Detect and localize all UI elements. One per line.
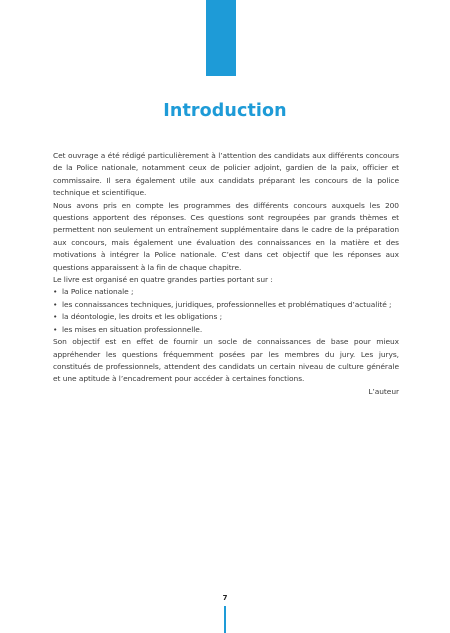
body-text — [53, 150, 399, 398]
bottom-accent-line — [224, 606, 226, 633]
page-title: Introduction — [163, 101, 287, 121]
paragraph-2: Nous avons pris en compte les programmes des différents concours auxquels les 200 questions apportent des réponses. Ces questions sont regroupées par grands thèmes et permettent non seulement un entraînement supplémentaire dans le cadre de la préparation aux concours, mais également une évaluation des connaissances en la matière et des motivations à intégrer la Police nationale. C’est dans cet objectif que les réponses aux questions apparaissent à la fin de chaque chapitre. — [53, 200, 399, 272]
page-number: 7 — [222, 594, 228, 602]
topics-list — [53, 286, 399, 336]
list-item: • les connaissances techniques, juridiques, professionnelles et problématiques d’actualité ; — [53, 299, 399, 311]
author-signature: L’auteur — [368, 386, 399, 396]
top-accent-bar — [206, 0, 236, 76]
list-item: • la Police nationale ; — [53, 286, 399, 298]
paragraph-3: Le livre est organisé en quatre grandes parties portant sur : — [53, 275, 273, 285]
list-item: • la déontologie, les droits et les obligations ; — [53, 311, 399, 323]
list-item: • les mises en situation professionnelle. — [53, 324, 399, 336]
closing-paragraph: Son objectif est en effet de fournir un socle de connaissances de base pour mieux appréhender les questions fréquemment posées par les membres du jury. Les jurys, constitués de professionnels, attendent des candidats un certain niveau de culture générale et une aptitude à l’encadrement pour accéder à certaines fonctions. — [53, 337, 399, 384]
paragraph-1: Cet ouvrage a été rédigé particulièrement à l’attention des candidats aux différents concours de la Police nationale, notamment ceux de policier adjoint, gardien de la paix, officier et commissaire. Il sera également utile aux candidats préparant les concours de la police technique et scientifique. — [53, 151, 399, 198]
